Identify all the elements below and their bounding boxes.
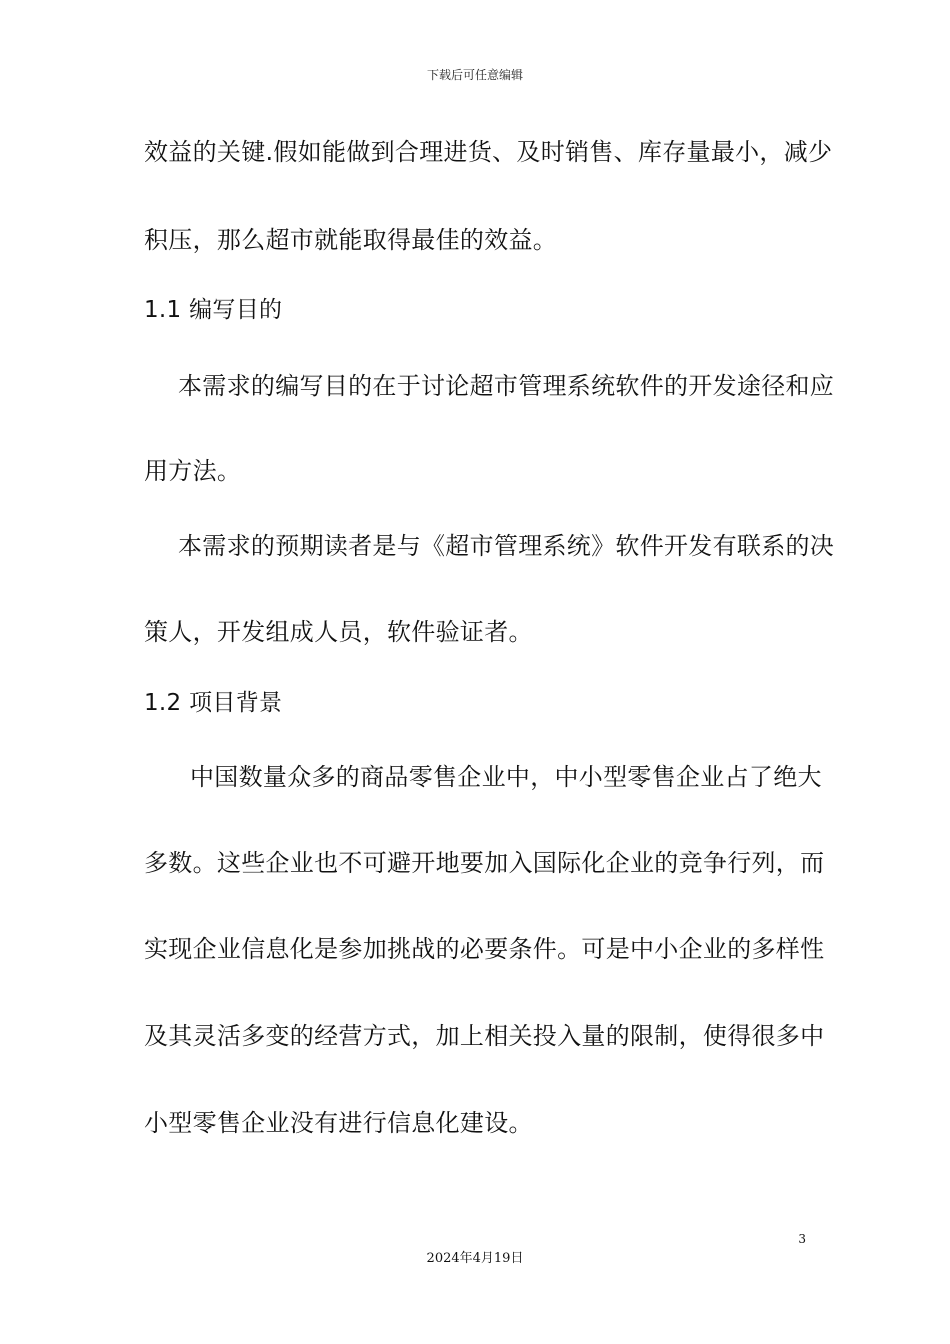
page-number: 3 bbox=[798, 1232, 806, 1246]
paragraph-line: 策人，开发组成人员，软件验证者。 bbox=[144, 618, 533, 646]
paragraph-line: 本需求的预期读者是与《超市管理系统》软件开发有联系的决 bbox=[178, 532, 835, 560]
section-heading-1-2: 1.2 项目背景 bbox=[144, 690, 283, 716]
page-header: 下载后可任意编辑 bbox=[426, 68, 523, 82]
paragraph-line: 小型零售企业没有进行信息化建设。 bbox=[144, 1109, 533, 1137]
paragraph-line: 多数。这些企业也不可避开地要加入国际化企业的竞争行列，而 bbox=[144, 849, 825, 877]
paragraph-line: 中国数量众多的商品零售企业中，中小型零售企业占了绝大 bbox=[190, 763, 822, 791]
paragraph-line: 本需求的编写目的在于讨论超市管理系统软件的开发途径和应 bbox=[178, 372, 835, 400]
footer-date: 2024年4月19日 bbox=[426, 1251, 524, 1266]
paragraph-line: 积压，那么超市就能取得最佳的效益。 bbox=[144, 226, 558, 254]
paragraph-line: 用方法。 bbox=[144, 457, 242, 485]
paragraph-line: 效益的关键.假如能做到合理进货、及时销售、库存量最小，减少 bbox=[144, 138, 833, 166]
paragraph-line: 及其灵活多变的经营方式，加上相关投入量的限制，使得很多中 bbox=[144, 1022, 825, 1050]
section-heading-1-1: 1.1 编写目的 bbox=[144, 297, 283, 323]
paragraph-line: 实现企业信息化是参加挑战的必要条件。可是中小企业的多样性 bbox=[144, 935, 825, 963]
